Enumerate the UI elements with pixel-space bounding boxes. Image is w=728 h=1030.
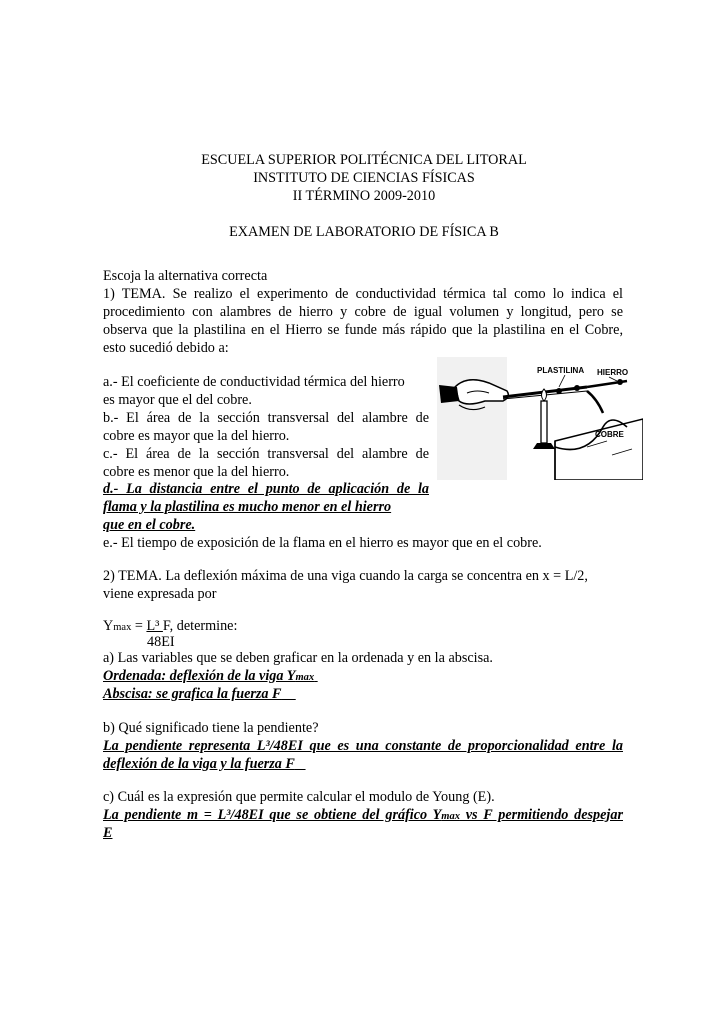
- q1-option-c-1: c.- El área de la sección transversal del alambre de: [103, 446, 429, 462]
- q1-option-b-2: cobre es mayor que la del hierro.: [103, 428, 290, 444]
- experiment-illustration: [437, 357, 643, 480]
- q2-c-answer-2: E: [103, 825, 113, 841]
- q2-c-question: c) Cuál es la expresión que permite calcular el modulo de Young (E).: [103, 789, 495, 805]
- q1-option-d-1: d.- La distancia entre el punto de aplicación de la: [103, 481, 429, 497]
- formula-rest: F, determine:: [162, 618, 238, 634]
- q2-a-answer-2: Abscisa: se grafica la fuerza F: [103, 686, 282, 702]
- q2-a-answer-1: Ordenada: deflexión de la viga Ymax: [103, 668, 315, 684]
- q1-option-b-1: b.- El área de la sección transversal del alambre de: [103, 410, 429, 426]
- q2-formula: [103, 618, 237, 635]
- q2-b-answer-2: deflexión de la viga y la fuerza F: [103, 756, 295, 772]
- formula-denominator: 48EI: [147, 634, 175, 650]
- figure-label-plastilina: PLASTILINA: [537, 366, 585, 375]
- q1-option-c-2: cobre es menor que la del hierro.: [103, 464, 290, 480]
- q2-b-question: b) Qué significado tiene la pendiente?: [103, 720, 319, 736]
- figure-label-hierro: HIERRO: [597, 368, 629, 377]
- formula-y: Y: [103, 618, 114, 634]
- q1-line-3: observa que la plastilina en el Hierro se funde más rápido que la plastilina en el Cobre,: [103, 322, 623, 338]
- q2-line-2: viene expresada por: [103, 586, 217, 602]
- formula-eq: =: [131, 618, 147, 634]
- school-name: ESCUELA SUPERIOR POLITÉCNICA DEL LITORAL: [201, 152, 527, 168]
- figure-label-cobre: COBRE: [595, 430, 624, 439]
- q1-option-e: e.- El tiempo de exposición de la flama en el hierro es mayor que en el cobre.: [103, 535, 542, 551]
- q2-b-answer-1: La pendiente representa L³/48EI que es una constante de proporcionalidad entre la: [103, 738, 623, 754]
- q2-a-question: a) Las variables que se deben graficar en la ordenada y en la abscisa.: [103, 650, 493, 666]
- q2-line-1: 2) TEMA. La deflexión máxima de una viga cuando la carga se concentra en x = L/2,: [103, 568, 588, 584]
- formula-sub: max: [113, 622, 132, 633]
- q1-option-d-3: que en el cobre.: [103, 517, 196, 533]
- q1-line-1: 1) TEMA. Se realizo el experimento de conductividad térmica tal como lo indica el: [103, 286, 623, 302]
- q1-option-a-2: es mayor que el del cobre.: [103, 392, 252, 408]
- q1-option-a-1: a.- El coeficiente de conductividad térmica del hierro: [103, 374, 405, 390]
- institute-name: INSTITUTO DE CIENCIAS FÍSICAS: [253, 170, 475, 186]
- exam-title: EXAMEN DE LABORATORIO DE FÍSICA B: [229, 224, 499, 240]
- formula-numerator: L³: [146, 618, 163, 634]
- instruction: Escoja la alternativa correcta: [103, 268, 268, 284]
- q1-line-4: esto sucedió debido a:: [103, 340, 229, 356]
- q1-line-2: procedimiento con alambres de hierro y cobre de igual volumen y longitud, pero se: [103, 304, 623, 320]
- experiment-figure: [437, 357, 643, 480]
- q1-option-d-2: flama y la plastilina es mucho menor en el hierro: [103, 499, 392, 515]
- term: II TÉRMINO 2009-2010: [292, 188, 436, 204]
- q2-c-answer-1: La pendiente m = L³/48EI que se obtiene del gráfico Ymax vs F permitiendo despejar: [103, 807, 623, 823]
